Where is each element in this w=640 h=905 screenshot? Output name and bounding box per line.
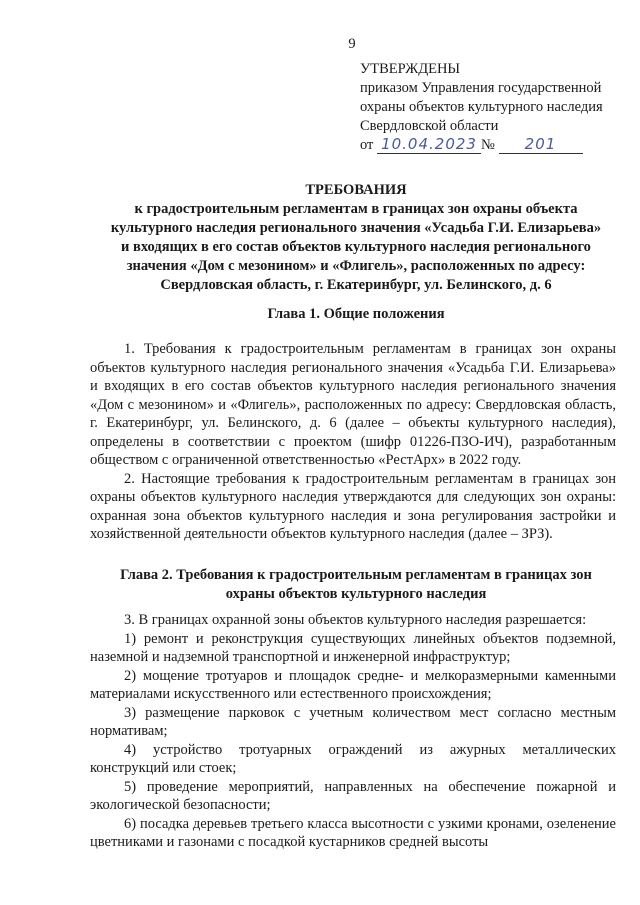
paragraph: 1) ремонт и реконструкция существующих линейных объектов подземной, наземной и надземной транспортной и инженерной инфраструктур; [90,630,616,665]
chapter2-heading-line: Глава 2. Требования к градостроительным регламентам в границах зон [120,567,592,583]
page-number: 9 [348,36,356,52]
title-line: культурного наследия регионального значения «Усадьба Г.И. Елизарьева» [110,220,602,236]
document-title [90,181,622,295]
paragraph: 2) мощение тротуаров и площадок средне- и мелкоразмерными каменными материалами искусственного или естественного происхождения; [90,667,616,702]
title-line: Свердловская область, г. Екатеринбург, ул. Белинского, д. 6 [160,277,552,293]
paragraph: 2. Настоящие требования к градостроительным регламентам в границах зон охраны объектов культурного наследия утверждаются для следующих зон охраны: охранная зона объектов культурного наследия и зона регулирования застройки и хозяйственной деятельности объектов культурного наследия (далее – ЗРЗ). [90,470,616,542]
paragraph: 6) посадка деревьев третьего класса высотности с узкими кронами, озеленение цветниками и газонами с посадкой кустарников средней высоты [90,815,616,850]
chapter2-heading [90,566,622,604]
approval-date-line [360,136,603,155]
number-sign: № [481,137,495,153]
chapter1-body [90,340,616,544]
number-field [499,136,583,154]
chapter2-heading-line: охраны объектов культурного наследия [225,586,487,602]
handwritten-date: 10.04.2023 [381,135,477,153]
title-line: и входящих в его состав объектов культурного наследия регионального [121,239,591,255]
paragraph: 1. Требования к градостроительным регламентам в границах зон охраны объектов культурного наследия регионального значения «Усадьба Г.И. Елизарьева» и входящих в его состав объектов культурного наследия регионального значения «Дом с мезонином» и «Флигель», расположенных по адресу: Свердловская область, г. Екатеринбург, ул. Белинского, д. 6 (далее – объекты культурного наследия), определены в соответствии с проектом (шифр 01226-ПЗО-ИЧ), разработанным обществом с ограниченной ответственностью «РестАрх» в 2022 году. [90,341,616,468]
approval-line: охраны объектов культурного наследия [360,99,603,115]
paragraph: 5) проведение мероприятий, направленных на обеспечение пожарной и экологической безопасности; [90,778,616,813]
title-line: значения «Дом с мезонином» и «Флигель», расположенных по адресу: [126,258,586,274]
title-line: к градостроительным регламентам в границах зон охраны объекта [134,201,578,217]
approval-line: Свердловской области [360,118,499,134]
title-heading: ТРЕБОВАНИЯ [305,182,407,198]
date-field [377,136,481,154]
approval-block [360,60,603,155]
paragraph: 3. В границах охранной зоны объектов культурного наследия разрешается: [124,612,587,628]
date-prefix: от [360,137,374,153]
paragraph: 3) размещение парковок с учетным количеством мест согласно местным нормативам; [90,704,616,739]
approval-line: приказом Управления государственной [360,80,602,96]
chapter1-heading: Глава 1. Общие положения [267,306,445,322]
chapter2-body [90,611,616,852]
paragraph: 4) устройство тротуарных ограждений из ажурных металлических конструкций или стоек; [90,741,616,776]
handwritten-number: 201 [524,135,557,153]
approval-title: УТВЕРЖДЕНЫ [360,61,461,77]
